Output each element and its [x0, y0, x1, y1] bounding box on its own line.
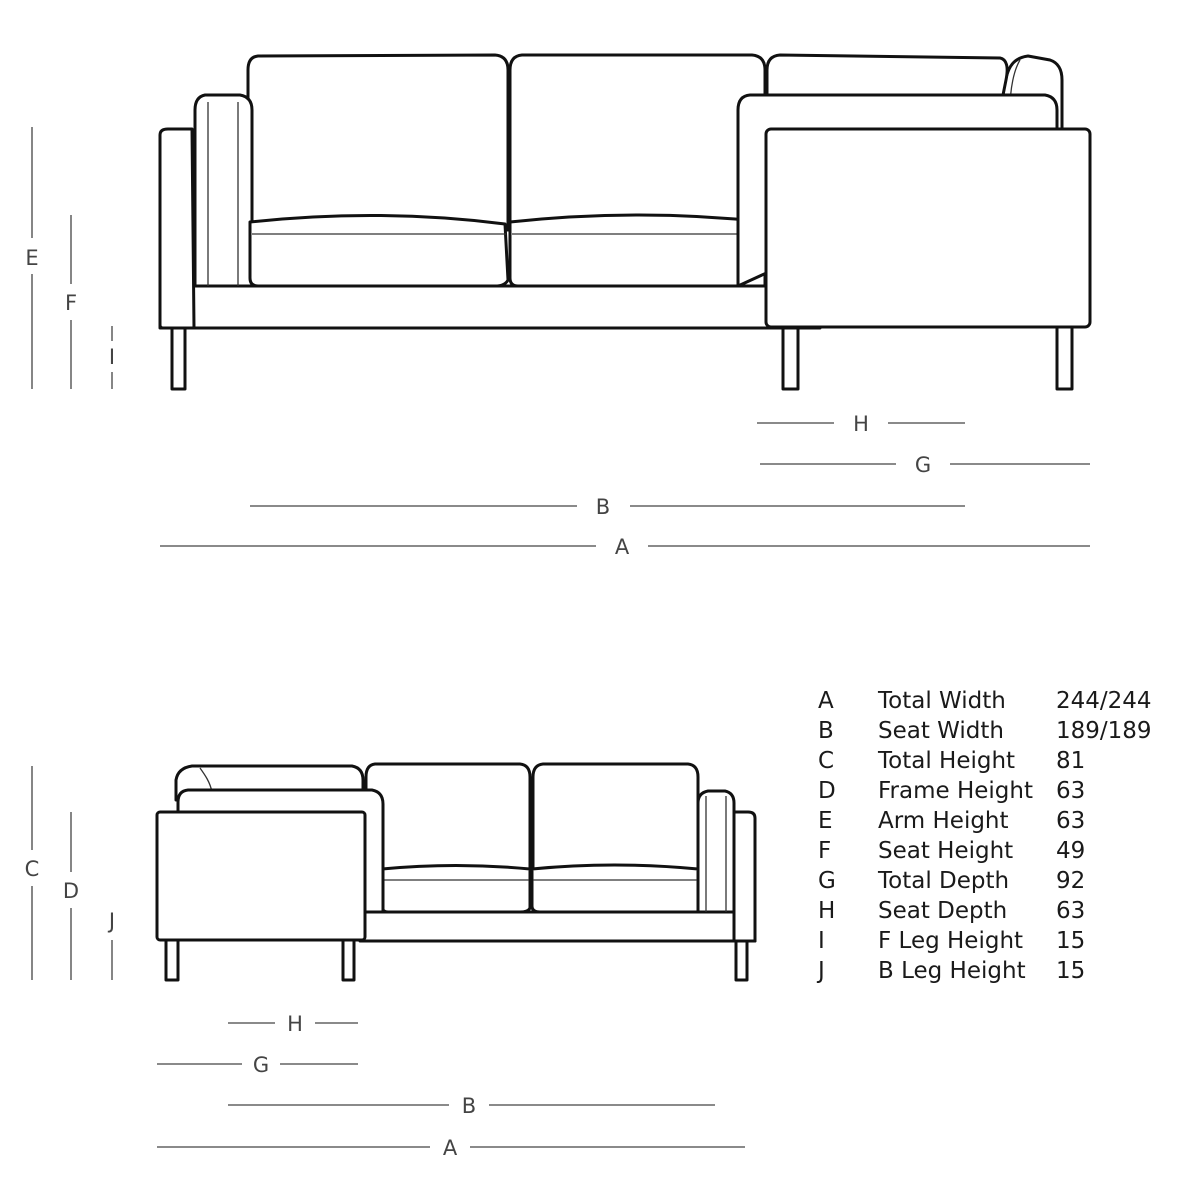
dimension-name: Total Height	[878, 748, 1016, 774]
bottom-seat-cushion-left	[382, 866, 530, 913]
bottom-label-g: G	[252, 1053, 270, 1077]
dimension-value: 81	[1056, 748, 1086, 774]
dimension-value: 63	[1056, 808, 1086, 834]
dimension-letter: A	[818, 688, 834, 714]
top-label-g: G	[914, 453, 932, 477]
top-sofa-drawing	[160, 55, 1090, 389]
dimension-letter: C	[818, 748, 835, 774]
dimension-letter: D	[818, 778, 836, 804]
dimension-name: Frame Height	[878, 778, 1034, 804]
top-vertical-dimensions	[25, 127, 115, 389]
bottom-label-c: C	[24, 857, 40, 881]
dimension-letter: E	[818, 808, 833, 834]
dimension-letter: F	[818, 838, 832, 864]
bottom-label-j: J	[108, 909, 116, 933]
bottom-right-arm	[734, 812, 755, 941]
top-leg-left	[172, 326, 185, 389]
dimension-row	[818, 746, 1152, 776]
top-seat-cushion-right	[510, 215, 765, 286]
dimension-row	[818, 686, 1152, 716]
top-label-a: A	[614, 535, 630, 559]
dimension-name: Seat Width	[878, 718, 1004, 744]
dimension-row	[818, 926, 1152, 956]
top-label-i: I	[108, 345, 116, 369]
dimension-value: 49	[1056, 838, 1086, 864]
dimension-row	[818, 866, 1152, 896]
top-label-b: B	[595, 495, 611, 519]
dimension-name: F Leg Height	[878, 928, 1024, 954]
top-horizontal-dimensions	[160, 412, 1090, 559]
dimension-value: 244/244	[1056, 688, 1152, 714]
bottom-label-b: B	[461, 1094, 477, 1118]
dimension-row	[818, 776, 1152, 806]
dimension-value: 15	[1056, 928, 1086, 954]
bottom-vertical-dimensions	[25, 766, 115, 980]
dimension-value: 92	[1056, 868, 1086, 894]
dimension-legend	[818, 686, 1152, 986]
dimension-name: B Leg Height	[878, 958, 1026, 984]
top-seat-cushion-left	[250, 215, 508, 286]
top-back-cushion-middle	[510, 55, 765, 230]
bottom-back-cushion-left	[366, 764, 530, 875]
top-back-cushion-left	[248, 55, 508, 230]
bottom-sofa-drawing	[157, 764, 755, 980]
dimension-name: Total Depth	[878, 868, 1010, 894]
bottom-leg-left	[166, 940, 178, 980]
dimension-letter: J	[818, 958, 825, 984]
bottom-label-a: A	[442, 1136, 458, 1160]
bottom-horizontal-dimensions	[157, 1012, 745, 1160]
top-label-e: E	[25, 246, 39, 270]
top-leg-mid	[783, 326, 798, 389]
dimension-row	[818, 836, 1152, 866]
dimension-row	[818, 896, 1152, 926]
bottom-label-h: H	[287, 1012, 303, 1036]
dimension-row	[818, 806, 1152, 836]
dimension-value: 63	[1056, 898, 1086, 924]
dimension-letter: G	[818, 868, 836, 894]
bottom-base-frame	[360, 912, 755, 941]
dimension-name: Seat Height	[878, 838, 1014, 864]
top-left-arm-cushion	[195, 95, 252, 286]
top-left-arm	[160, 129, 194, 328]
top-label-f: F	[64, 291, 78, 315]
dimension-row	[818, 716, 1152, 746]
top-chaise-block	[766, 129, 1090, 327]
bottom-leg-right	[736, 940, 747, 980]
bottom-label-d: D	[62, 879, 80, 903]
dimension-letter: B	[818, 718, 834, 744]
dimension-name: Arm Height	[878, 808, 1009, 834]
bottom-leg-mid	[343, 940, 354, 980]
bottom-chaise-block	[157, 812, 365, 940]
dimension-name: Seat Depth	[878, 898, 1008, 924]
bottom-seat-cushion-right	[532, 865, 698, 912]
dimension-name: Total Width	[878, 688, 1006, 714]
dimension-row	[818, 956, 1152, 986]
top-base-frame	[160, 286, 820, 328]
dimension-letter: I	[818, 928, 825, 954]
dimension-value: 63	[1056, 778, 1086, 804]
top-leg-right	[1057, 326, 1072, 389]
bottom-right-arm-cushion	[698, 791, 734, 912]
top-back-cushion-right	[767, 55, 1007, 100]
dimension-letter: H	[818, 898, 836, 924]
dimension-value: 189/189	[1056, 718, 1152, 744]
dimension-value: 15	[1056, 958, 1086, 984]
bottom-back-cushion-right	[533, 764, 698, 875]
top-label-h: H	[853, 412, 869, 436]
